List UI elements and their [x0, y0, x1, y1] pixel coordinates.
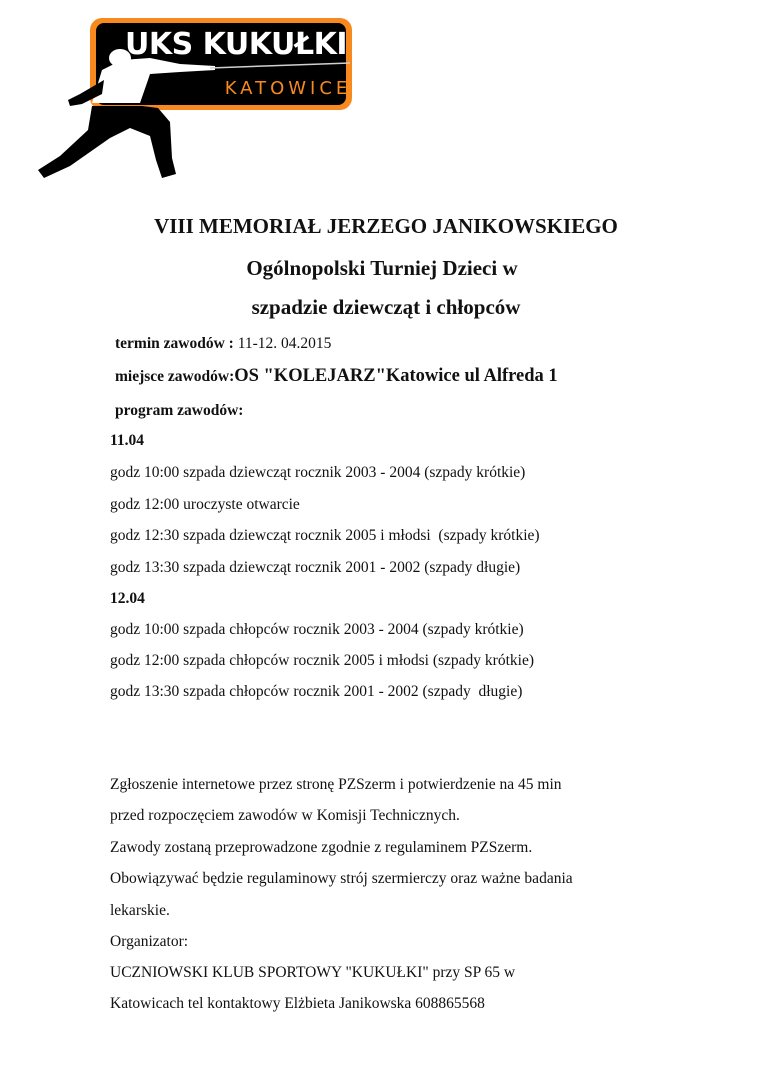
- organizer-name: UCZNIOWSKI KLUB SPORTOWY "KUKUŁKI" przy SP 65 w: [110, 964, 516, 981]
- note-line: Obowiązywać będzie regulaminowy strój szermierczy oraz ważne badania: [110, 870, 573, 887]
- logo-club-name: UKS KUKUŁKI: [125, 27, 347, 62]
- fencer-silhouette-icon: [30, 8, 360, 188]
- competition-date: [115, 336, 331, 352]
- program-label: program zawodów:: [115, 402, 244, 419]
- club-logo: [30, 8, 360, 188]
- program-event: godz 12:00 szpada chłopców rocznik 2005 i młodsi (szpady krótkie): [110, 652, 534, 669]
- program-event: godz 10:00 szpada chłopców rocznik 2003 - 2004 (szpady krótkie): [110, 621, 524, 638]
- program-day-2: 12.04: [110, 590, 145, 607]
- logo-city: KATOWICE: [224, 78, 352, 99]
- program-day-1: 11.04: [110, 432, 145, 449]
- program-event: godz 13:30 szpada chłopców rocznik 2001 - 2002 (szpady długie): [110, 683, 523, 700]
- document-subtitle-1: Ogólnopolski Turniej Dzieci w: [246, 256, 518, 280]
- organizer-label: Organizator:: [110, 933, 189, 950]
- program-event: godz 10:00 szpada dziewcząt rocznik 2003 - 2004 (szpady krótkie): [110, 464, 526, 481]
- date-value: 11-12. 04.2015: [237, 335, 332, 352]
- venue-label: miejsce zawodów:: [115, 368, 235, 385]
- competition-venue: [115, 367, 558, 386]
- note-line: przed rozpoczęciem zawodów w Komisji Technicznych.: [110, 807, 460, 824]
- note-line: lekarskie.: [110, 902, 170, 919]
- note-line: Zawody zostaną przeprowadzone zgodnie z regulaminem PZSzerm.: [110, 839, 533, 856]
- note-line: Zgłoszenie internetowe przez stronę PZSzerm i potwierdzenie na 45 min: [110, 776, 562, 793]
- document-subtitle-2: szpadzie dziewcząt i chłopców: [251, 295, 521, 319]
- program-event: godz 12:00 uroczyste otwarcie: [110, 496, 300, 513]
- document-title: VIII MEMORIAŁ JERZEGO JANIKOWSKIEGO: [154, 214, 618, 238]
- program-event: godz 12:30 szpada dziewcząt rocznik 2005 i młodsi (szpady krótkie): [110, 527, 540, 544]
- program-event: godz 13:30 szpada dziewcząt rocznik 2001 - 2002 (szpady długie): [110, 559, 521, 576]
- venue-value: OS "KOLEJARZ"Katowice ul Alfreda 1: [234, 366, 558, 386]
- organizer-contact: Katowicach tel kontaktowy Elżbieta Janikowska 608865568: [110, 995, 485, 1012]
- date-label: termin zawodów :: [115, 335, 238, 352]
